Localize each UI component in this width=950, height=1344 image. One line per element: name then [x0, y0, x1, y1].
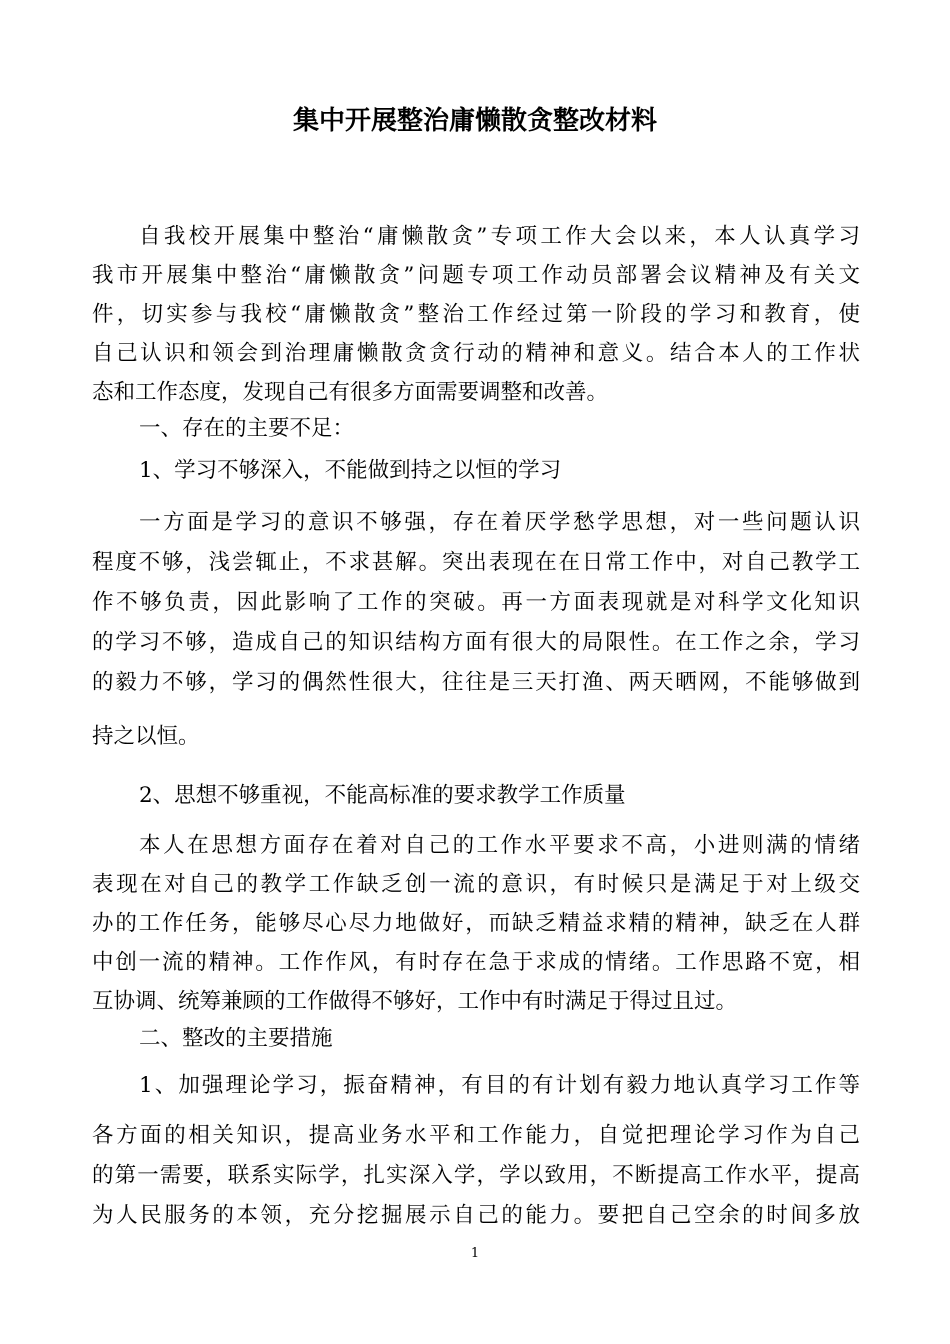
paragraph-line: 互协调、统筹兼顾的工作做得不够好，工作中有时满足于得过且过。	[92, 989, 738, 1014]
paragraph-line: 1、加强理论学习，振奋精神，有目的有计划有毅力地认真学习工作等	[139, 1073, 860, 1098]
paragraph-line: 程度不够，浅尝辄止，不求甚解。突出表现在在日常工作中，对自己教学工	[92, 550, 860, 575]
page-number: 1	[470, 1246, 480, 1261]
paragraph-line: 态和工作态度，发现自己有很多方面需要调整和改善。	[92, 380, 609, 405]
subsection-heading: 1、学习不够深入，不能做到持之以恒的学习	[139, 458, 562, 483]
paragraph-line: 自我校开展集中整治“庸懒散贪”专项工作大会以来，本人认真学习	[139, 224, 860, 249]
paragraph-line: 作不够负责，因此影响了工作的突破。再一方面表现就是对科学文化知识	[92, 590, 860, 615]
paragraph-line: 的第一需要，联系实际学，扎实深入学，学以致用，不断提高工作水平，提高	[92, 1163, 860, 1188]
paragraph-line: 本人在思想方面存在着对自己的工作水平要求不高，小进则满的情绪	[139, 833, 860, 858]
paragraph-line: 办的工作任务，能够尽心尽力地做好，而缺乏精益求精的精神，缺乏在人群	[92, 911, 860, 936]
paragraph-line: 中创一流的精神。工作作风，有时存在急于求成的情绪。工作思路不宽，相	[92, 950, 860, 975]
paragraph-line: 我市开展集中整治“庸懒散贪”问题专项工作动员部署会议精神及有关文	[92, 263, 860, 288]
paragraph-line: 为人民服务的本领，充分挖掘展示自己的能力。要把自己空余的时间多放	[92, 1203, 860, 1228]
section-heading: 一、存在的主要不足：	[139, 416, 355, 441]
document-title: 集中开展整治庸懒散贪整改材料	[292, 106, 657, 136]
paragraph-line: 的学习不够，造成自己的知识结构方面有很大的局限性。在工作之余，学习	[92, 630, 860, 655]
paragraph-line: 持之以恒。	[92, 724, 200, 749]
paragraph-line: 的毅力不够，学习的偶然性很大，往往是三天打渔、两天晒网，不能够做到	[92, 670, 860, 695]
paragraph-line: 一方面是学习的意识不够强，存在着厌学愁学思想，对一些问题认识	[139, 510, 860, 535]
paragraph-line: 自己认识和领会到治理庸懒散贪贪行动的精神和意义。结合本人的工作状	[92, 341, 860, 366]
paragraph-line: 表现在对自己的教学工作缺乏创一流的意识，有时候只是满足于对上级交	[92, 872, 860, 897]
paragraph-line: 件，切实参与我校“庸懒散贪”整治工作经过第一阶段的学习和教育，使	[92, 302, 860, 327]
paragraph-line: 各方面的相关知识，提高业务水平和工作能力，自觉把理论学习作为自己	[92, 1123, 860, 1148]
section-heading: 二、整改的主要措施	[139, 1026, 333, 1051]
subsection-heading: 2、思想不够重视，不能高标准的要求教学工作质量	[139, 783, 626, 808]
